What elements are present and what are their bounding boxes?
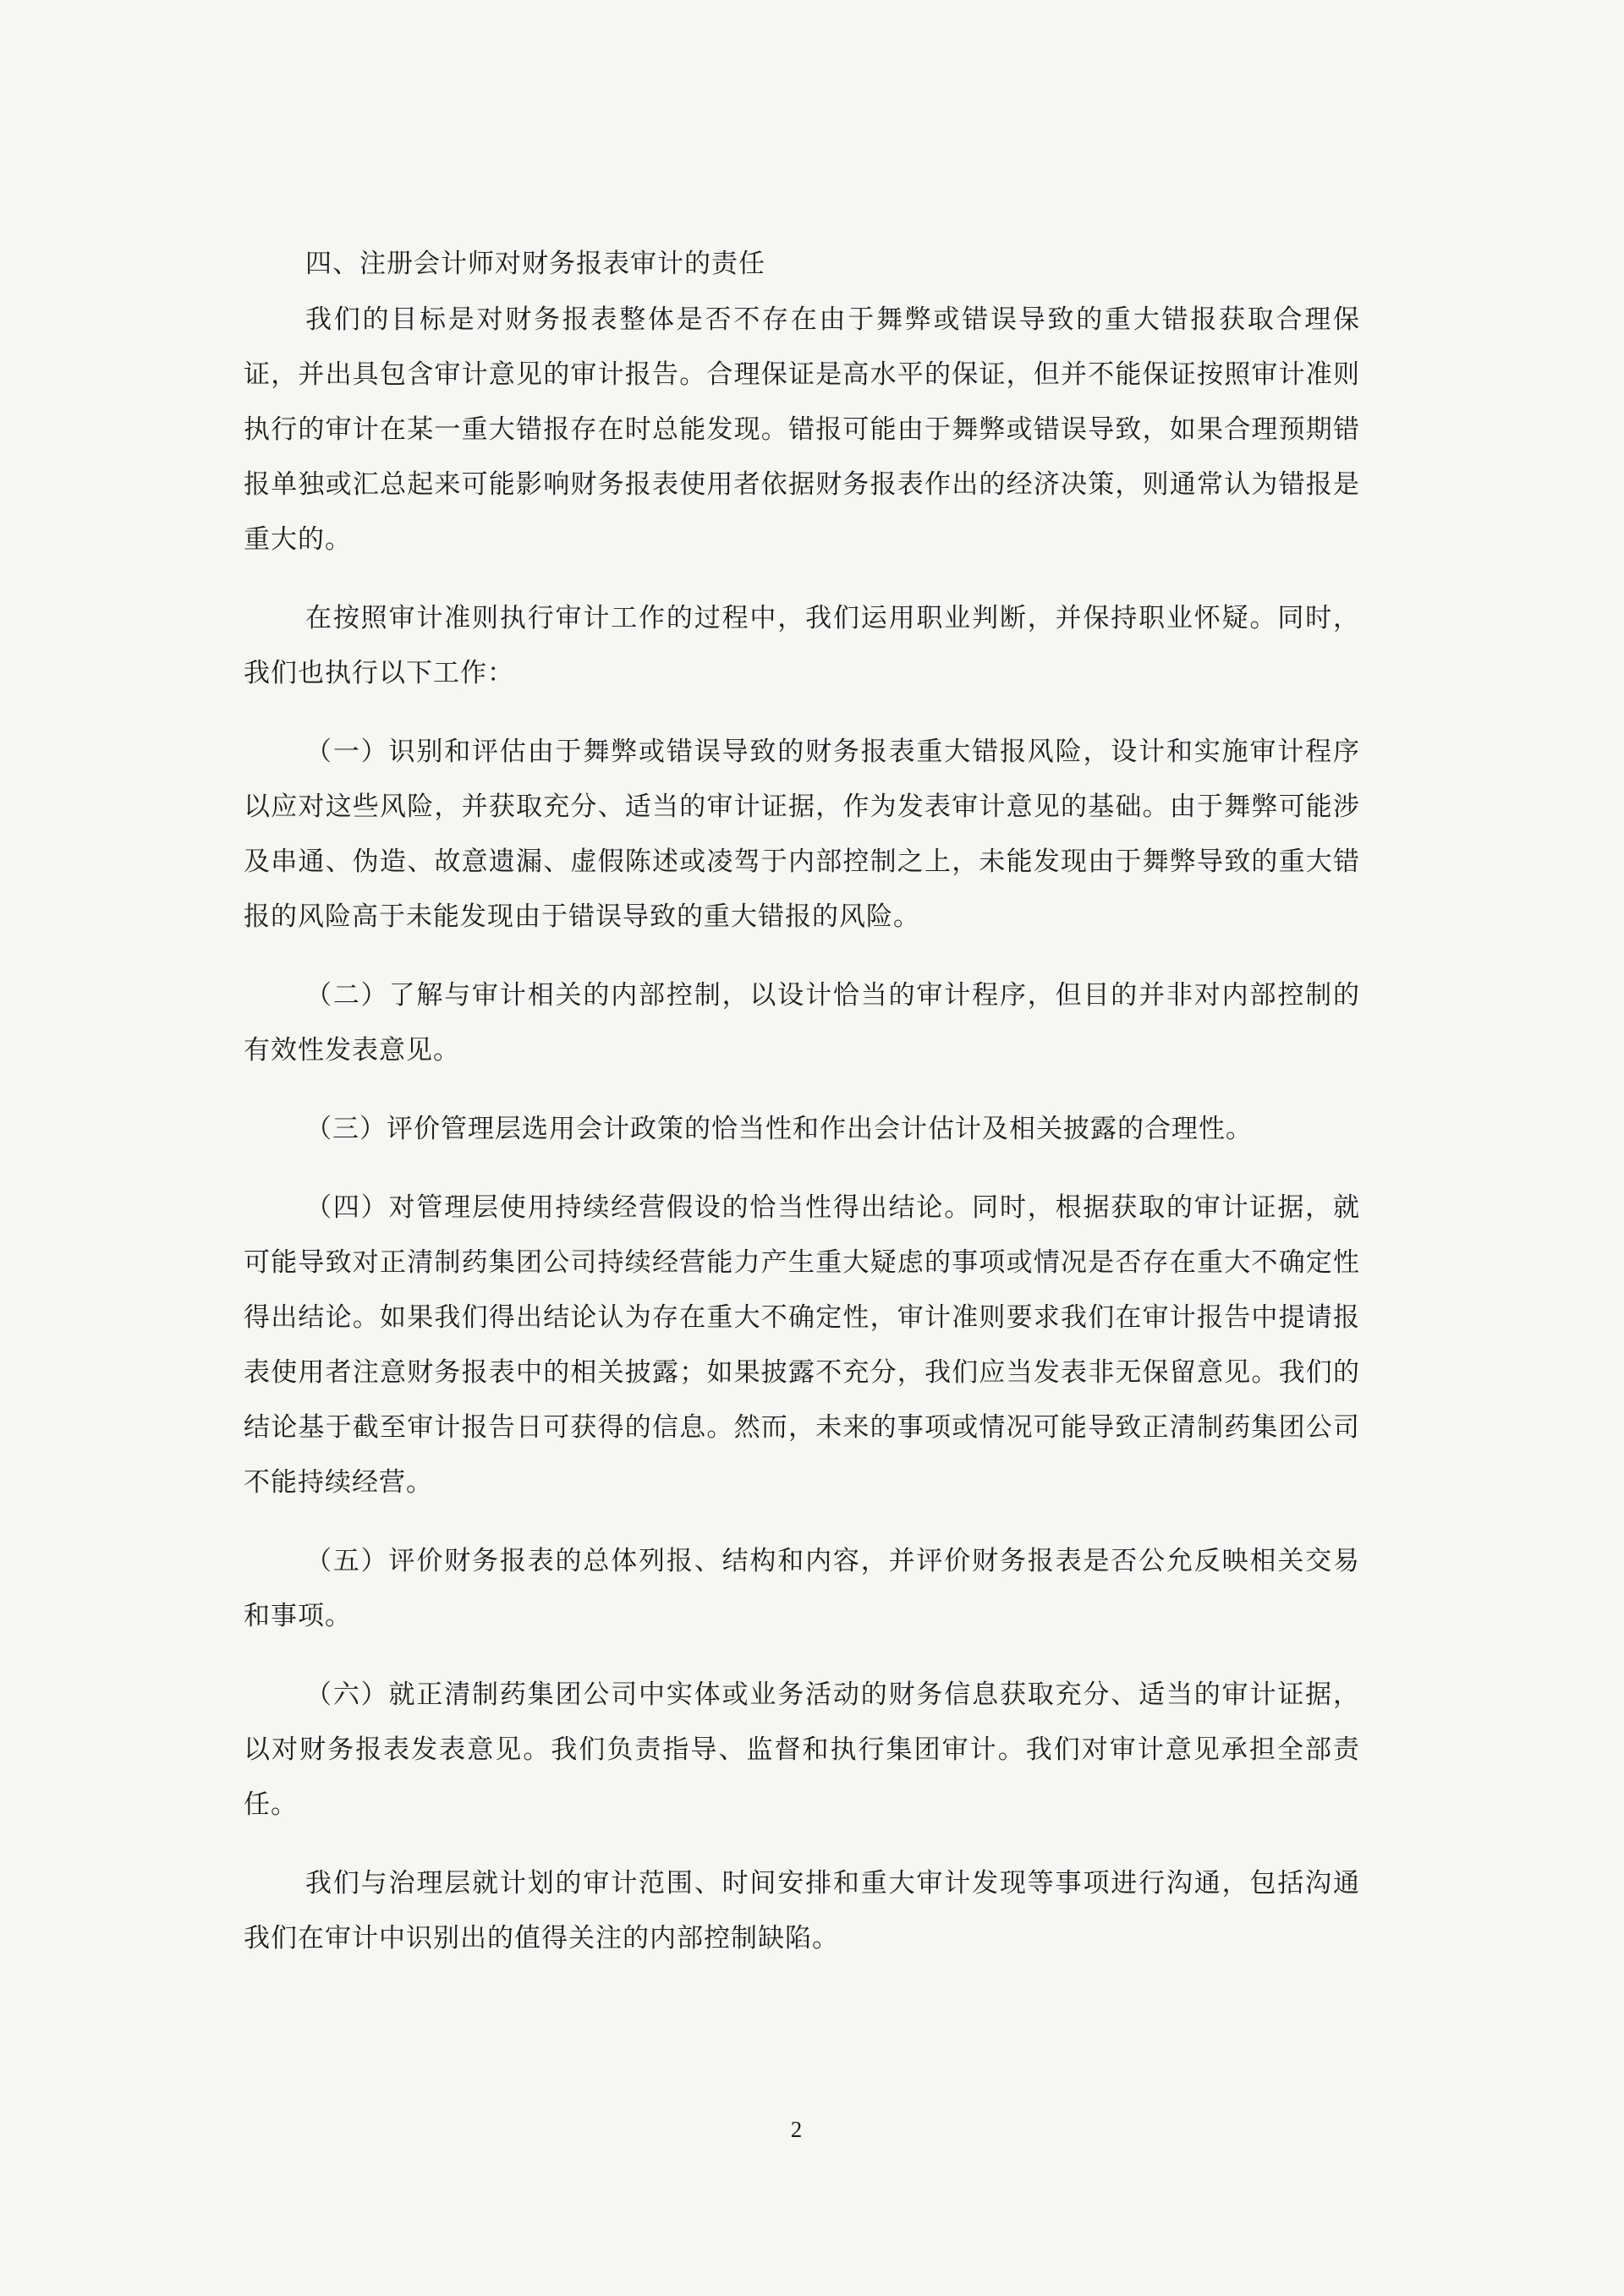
paragraph-governance-communication: 我们与治理层就计划的审计范围、时间安排和重大审计发现等事项进行沟通，包括沟通我们在审计中识别出的值得关注的内部控制缺陷。 (244, 1868, 1360, 1954)
page-number: 2 (790, 2117, 803, 2142)
section-heading: 四、注册会计师对财务报表审计的责任 (305, 249, 765, 279)
paragraph-item-5-presentation: （五）评价财务报表的总体列报、结构和内容，并评价财务报表是否公允反映相关交易和事项。 (244, 1546, 1360, 1631)
paragraph-professional-judgment: 在按照审计准则执行审计工作的过程中，我们运用职业判断，并保持职业怀疑。同时，我们也执行以下工作： (244, 603, 1360, 688)
paragraph-item-6-group-audit: （六）就正清制药集团公司中实体或业务活动的财务信息获取充分、适当的审计证据，以对财务报表发表意见。我们负责指导、监督和执行集团审计。我们对审计意见承担全部责任。 (244, 1680, 1360, 1820)
paragraph-audit-objective: 我们的目标是对财务报表整体是否不存在由于舞弊或错误导致的重大错报获取合理保证，并出具包含审计意见的审计报告。合理保证是高水平的保证，但并不能保证按照审计准则执行的审计在某一重大错报存在时总能发现。错报可能由于舞弊或错误导致，如果合理预期错报单独或汇总起来可能影响财务报表使用者依据财务报表作出的经济决策，则通常认为错报是重大的。 (244, 304, 1360, 555)
paragraph-item-1-risk-assessment: （一）识别和评估由于舞弊或错误导致的财务报表重大错报风险，设计和实施审计程序以应对这些风险，并获取充分、适当的审计证据，作为发表审计意见的基础。由于舞弊可能涉及串通、伪造、故意遗漏、虚假陈述或凌驾于内部控制之上，未能发现由于舞弊导致的重大错报的风险高于未能发现由于错误导致的重大错报的风险。 (244, 737, 1360, 932)
paragraph-item-3-accounting-policies: （三）评价管理层选用会计政策的恰当性和作出会计估计及相关披露的合理性。 (305, 1114, 1253, 1144)
paragraph-item-4-going-concern: （四）对管理层使用持续经营假设的恰当性得出结论。同时，根据获取的审计证据，就可能导致对正清制药集团公司持续经营能力产生重大疑虑的事项或情况是否存在重大不确定性得出结论。如果我们得出结论认为存在重大不确定性，审计准则要求我们在审计报告中提请报表使用者注意财务报表中的相关披露；如果披露不充分，我们应当发表非无保留意见。我们的结论基于截至审计报告日可获得的信息。然而，未来的事项或情况可能导致正清制药集团公司不能持续经营。 (244, 1192, 1360, 1498)
paragraph-item-2-internal-control: （二）了解与审计相关的内部控制，以设计恰当的审计程序，但目的并非对内部控制的有效性发表意见。 (244, 980, 1360, 1066)
document-body (244, 242, 1360, 1966)
